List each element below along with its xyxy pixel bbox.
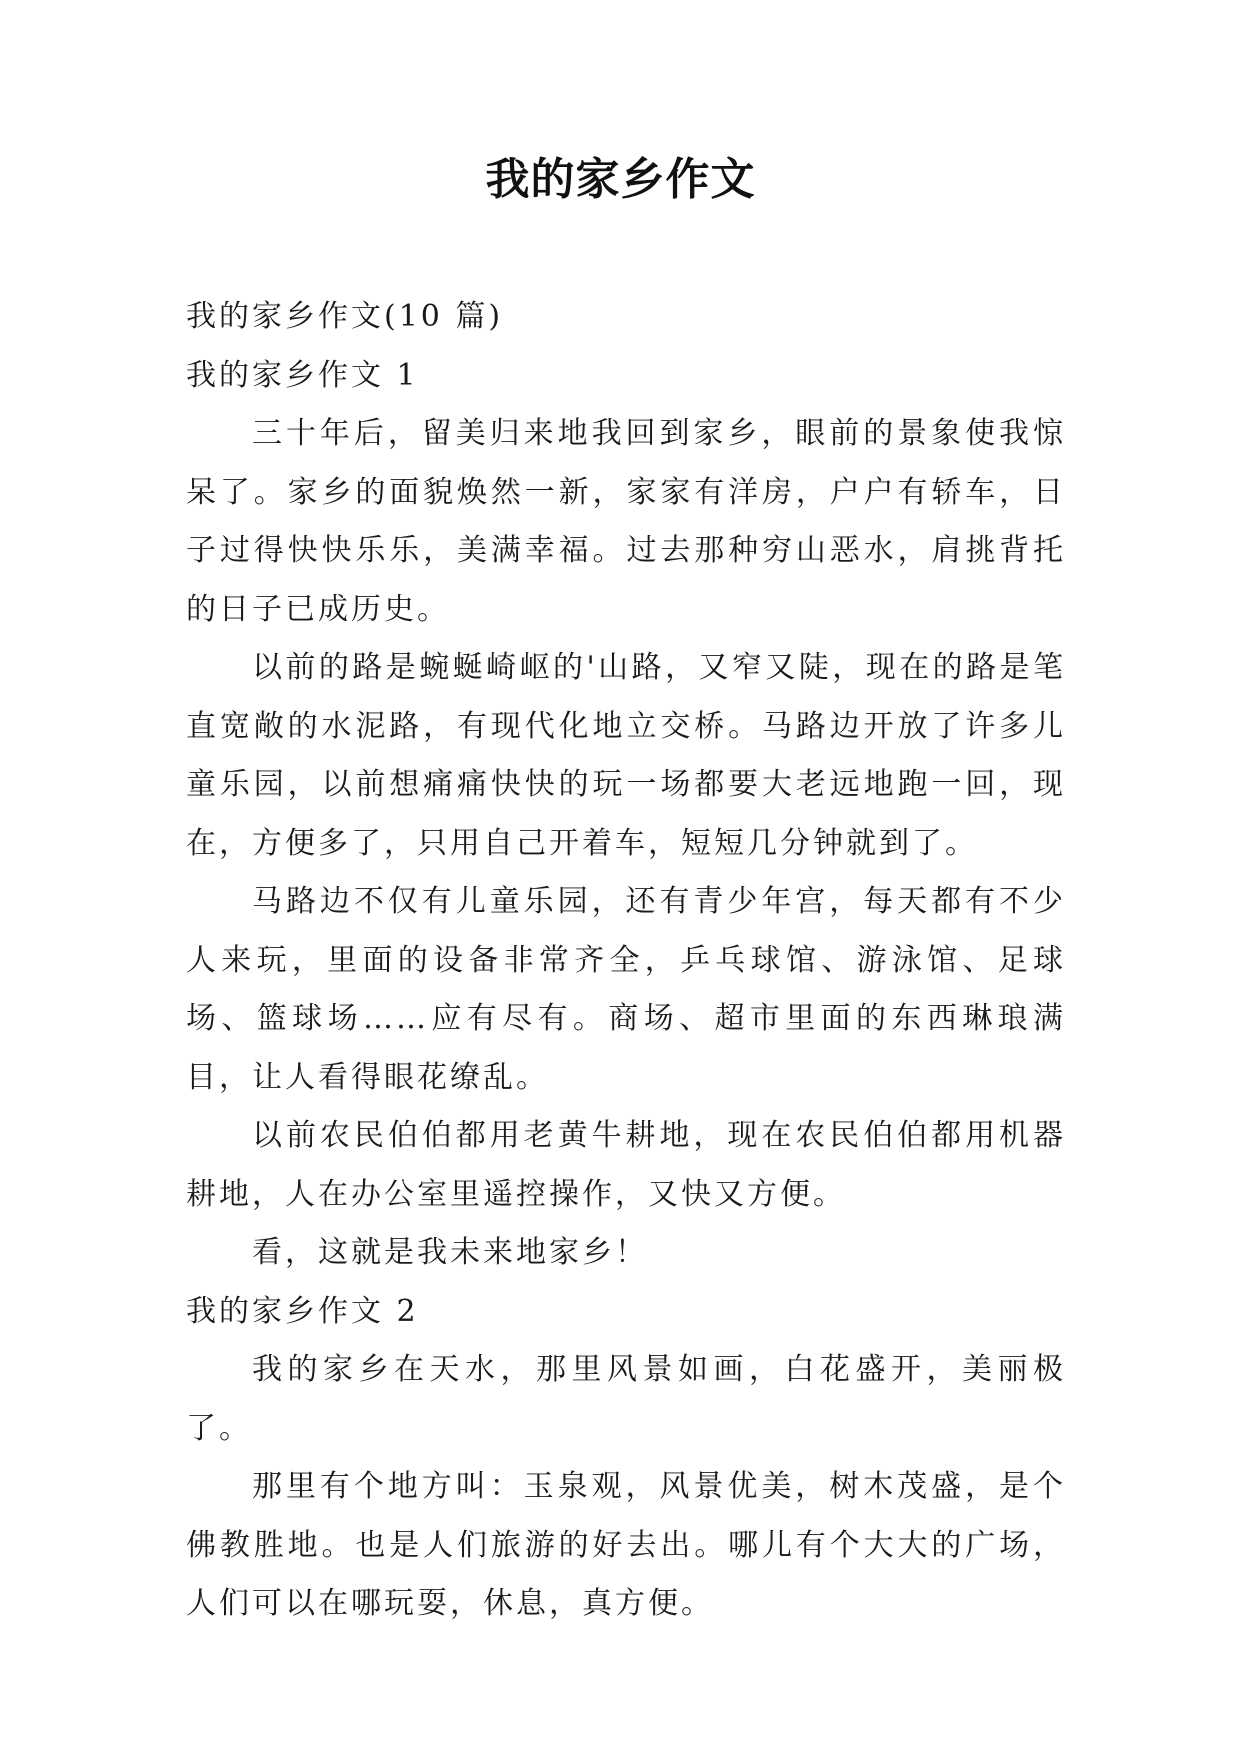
document-body [186, 288, 1066, 1634]
paragraph: 以前农民伯伯都用老黄牛耕地，现在农民伯伯都用机器耕地，人在办公室里遥控操作，又快又方便。 [186, 1118, 1066, 1212]
paragraph: 那里有个地方叫：玉泉观，风景优美，树木茂盛，是个佛教胜地。也是人们旅游的好去出。哪儿有个大大的广场，人们可以在哪玩耍，休息，真方便。 [186, 1469, 1066, 1621]
document-subtitle: 我的家乡作文(10 篇) [186, 299, 504, 334]
paragraph: 三十年后，留美归来地我回到家乡，眼前的景象使我惊呆了。家乡的面貌焕然一新，家家有洋房，户户有轿车，日子过得快快乐乐，美满幸福。过去那种穷山恶水，肩挑背托的日子已成历史。 [186, 416, 1066, 627]
paragraph: 看，这就是我未来地家乡！ [252, 1235, 648, 1270]
paragraph: 以前的路是蜿蜒崎岖的'山路，又窄又陡，现在的路是笔直宽敞的水泥路，有现代化地立交桥。马路边开放了许多儿童乐园，以前想痛痛快快的玩一场都要大老远地跑一回，现在，方便多了，只用自己开着车，短短几分钟就到了。 [186, 650, 1066, 861]
document-title: 我的家乡作文 [485, 154, 756, 205]
paragraph: 马路边不仅有儿童乐园，还有青少年宫，每天都有不少人来玩，里面的设备非常齐全，乒乓球馆、游泳馆、足球场、篮球场……应有尽有。商场、超市里面的东西琳琅满目，让人看得眼花缭乱。 [186, 884, 1066, 1095]
paragraph: 我的家乡在天水，那里风景如画，白花盛开，美丽极了。 [186, 1352, 1066, 1446]
section-heading: 我的家乡作文 2 [186, 1293, 419, 1329]
section-heading: 我的家乡作文 1 [186, 357, 419, 393]
